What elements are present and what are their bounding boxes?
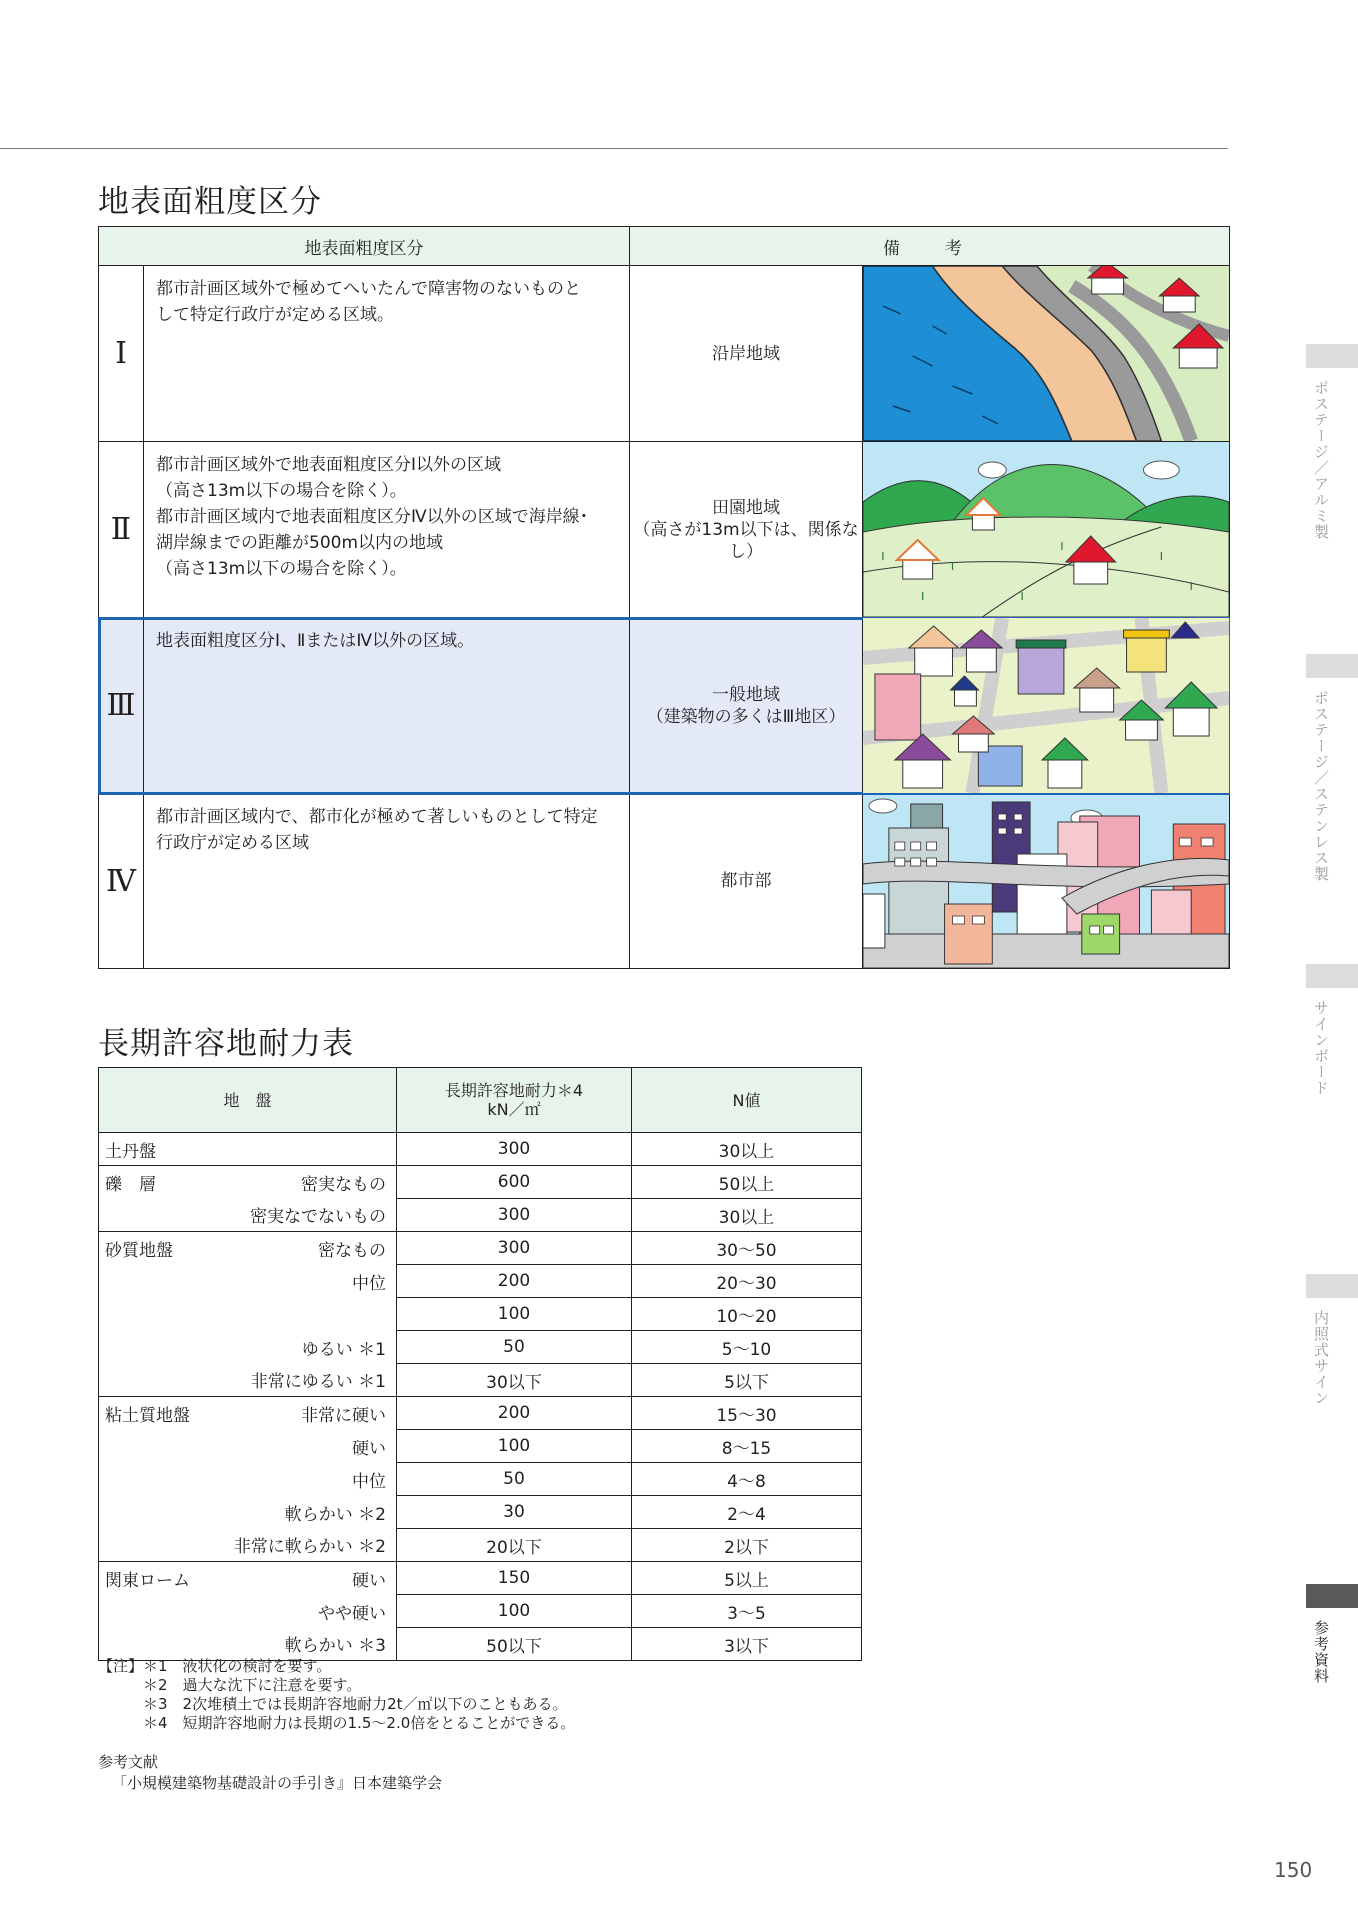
soil-condition: やや硬い xyxy=(318,1603,386,1624)
note-line: （高さが13m以下は、関係なし） xyxy=(633,519,859,562)
roughness-note xyxy=(630,618,863,793)
header-rule xyxy=(0,148,1228,149)
soil-condition: 軟らかい ＊3 xyxy=(284,1636,386,1657)
ground-cell xyxy=(99,1298,397,1331)
roman-numeral: Ⅰ xyxy=(99,266,144,441)
references xyxy=(98,1752,442,1794)
side-tab-reference[interactable] xyxy=(1306,1584,1358,1608)
ground-cell xyxy=(99,1397,397,1430)
capacity-cell: 200 xyxy=(397,1265,632,1298)
soil-condition: 中位 xyxy=(352,1471,386,1492)
bearing-row xyxy=(99,1595,861,1628)
n-value-cell: 2以下 xyxy=(632,1529,862,1562)
side-tab-signboard[interactable] xyxy=(1306,964,1358,988)
reference-item: 「小規模建築物基礎設計の手引き』日本建築学会 xyxy=(112,1774,443,1792)
side-tab-aluminum[interactable] xyxy=(1306,344,1358,368)
side-tab-signboard-label[interactable]: サインボード xyxy=(1312,1000,1330,1096)
capacity-cell: 100 xyxy=(397,1298,632,1331)
ground-cell xyxy=(99,1496,397,1529)
ground-cell xyxy=(99,1232,397,1265)
capacity-cell: 600 xyxy=(397,1166,632,1199)
capacity-cell: 100 xyxy=(397,1595,632,1628)
capacity-cell: 300 xyxy=(397,1199,632,1232)
header-n-value: N値 xyxy=(632,1068,862,1133)
soil-condition: 非常に軟らかい ＊2 xyxy=(233,1537,386,1558)
desc-line: （高さ13m以下の場合を除く）。 xyxy=(156,559,407,579)
note-item: ＊2 過大な沈下に注意を要す。 xyxy=(98,1676,362,1694)
soil-condition: 非常にゆるい ＊1 xyxy=(250,1372,386,1393)
coastal-area-illustration xyxy=(863,266,1229,441)
section2-title: 長期許容地耐力表 xyxy=(98,1026,354,1062)
desc-line: 地表面粗度区分Ⅰ、ⅡまたはⅣ以外の区域。 xyxy=(156,631,475,651)
n-value-cell: 30以上 xyxy=(632,1133,862,1166)
n-value-cell: 50以上 xyxy=(632,1166,862,1199)
capacity-cell: 200 xyxy=(397,1397,632,1430)
header-capacity-unit: kN／㎡ xyxy=(487,1100,541,1119)
desc-line: 湖岸線までの距離が500m以内の地域 xyxy=(156,533,444,553)
section1-title: 地表面粗度区分 xyxy=(98,184,322,220)
capacity-cell: 20以下 xyxy=(397,1529,632,1562)
soil-condition: 密実なもの xyxy=(301,1174,386,1195)
bearing-row xyxy=(99,1529,861,1562)
note-line: （建築物の多くはⅢ地区） xyxy=(646,706,846,727)
roughness-description xyxy=(144,618,630,793)
soil-type: 関東ローム xyxy=(105,1570,190,1591)
soil-type: 粘土質地盤 xyxy=(105,1405,190,1426)
n-value-cell: 3～5 xyxy=(632,1595,862,1628)
n-value-cell: 5～10 xyxy=(632,1331,862,1364)
urban-area-illustration xyxy=(863,794,1229,968)
soil-condition: 硬い xyxy=(352,1570,386,1591)
roman-numeral: Ⅲ xyxy=(99,618,144,793)
side-tab-stainless-label[interactable]: ポステージ／ステンレス製 xyxy=(1312,690,1330,882)
roughness-table xyxy=(98,226,1230,969)
ground-cell xyxy=(99,1628,397,1661)
bearing-row xyxy=(99,1496,861,1529)
header-ground: 地 盤 xyxy=(99,1068,397,1133)
side-tab-illuminated[interactable] xyxy=(1306,1274,1358,1298)
soil-condition: 中位 xyxy=(352,1273,386,1294)
bearing-table-header xyxy=(99,1068,861,1133)
side-tab-reference-label[interactable]: 参考資料 xyxy=(1312,1620,1330,1684)
bearing-row xyxy=(99,1166,861,1199)
roughness-description xyxy=(144,794,630,968)
capacity-cell: 300 xyxy=(397,1232,632,1265)
bearing-row xyxy=(99,1430,861,1463)
soil-type: 砂質地盤 xyxy=(105,1240,173,1261)
ground-cell xyxy=(99,1133,397,1166)
soil-condition: 密なもの xyxy=(318,1240,386,1261)
capacity-cell: 100 xyxy=(397,1430,632,1463)
ground-cell xyxy=(99,1562,397,1595)
n-value-cell: 10～20 xyxy=(632,1298,862,1331)
bearing-table-body xyxy=(99,1133,861,1661)
bearing-row xyxy=(99,1199,861,1232)
desc-line: 行政庁が定める区域 xyxy=(156,833,309,853)
bearing-row xyxy=(99,1562,861,1595)
side-tab-stainless[interactable] xyxy=(1306,654,1358,678)
ground-cell xyxy=(99,1199,397,1232)
side-tab-aluminum-label[interactable]: ポステージ／アルミ製 xyxy=(1312,380,1330,540)
roman-numeral: Ⅳ xyxy=(99,794,144,968)
desc-line: 都市計画区域内で、都市化が極めて著しいものとして特定 xyxy=(156,807,598,827)
bearing-row xyxy=(99,1364,861,1397)
bearing-row xyxy=(99,1463,861,1496)
roughness-note xyxy=(630,266,863,441)
header-remarks: 備 考 xyxy=(883,238,976,259)
n-value-cell: 4～8 xyxy=(632,1463,862,1496)
n-value-cell: 20～30 xyxy=(632,1265,862,1298)
bearing-row xyxy=(99,1265,861,1298)
notes xyxy=(98,1657,575,1733)
roughness-row-3 xyxy=(99,618,1229,794)
note-line: 一般地域 xyxy=(712,684,780,705)
roughness-row-1 xyxy=(99,266,1229,442)
n-value-cell: 30以上 xyxy=(632,1199,862,1232)
roughness-note xyxy=(630,442,863,617)
header-capacity xyxy=(397,1068,632,1133)
note-line: 沿岸地域 xyxy=(712,343,780,364)
ground-cell xyxy=(99,1331,397,1364)
n-value-cell: 2～4 xyxy=(632,1496,862,1529)
ground-cell xyxy=(99,1265,397,1298)
roughness-note xyxy=(630,794,863,968)
soil-type: 礫 層 xyxy=(105,1174,156,1195)
ground-cell xyxy=(99,1595,397,1628)
soil-condition: ゆるい ＊1 xyxy=(301,1339,386,1360)
roughness-row-2 xyxy=(99,442,1229,618)
capacity-cell: 50 xyxy=(397,1463,632,1496)
roughness-description xyxy=(144,442,630,617)
soil-type: 土丹盤 xyxy=(105,1141,156,1162)
n-value-cell: 15～30 xyxy=(632,1397,862,1430)
n-value-cell: 3以下 xyxy=(632,1628,862,1661)
ground-cell xyxy=(99,1529,397,1562)
n-value-cell: 5以下 xyxy=(632,1364,862,1397)
note-item: ＊4 短期許容地耐力は長期の1.5～2.0倍をとることができる。 xyxy=(98,1714,576,1732)
roman-numeral: Ⅱ xyxy=(99,442,144,617)
capacity-cell: 30 xyxy=(397,1496,632,1529)
soil-condition: 硬い xyxy=(352,1438,386,1459)
capacity-cell: 300 xyxy=(397,1133,632,1166)
note-line: 田園地域 xyxy=(712,497,780,518)
roughness-table-header xyxy=(99,227,1229,266)
bearing-capacity-table xyxy=(98,1067,862,1661)
bearing-row xyxy=(99,1397,861,1430)
capacity-cell: 150 xyxy=(397,1562,632,1595)
desc-line: （高さ13m以下の場合を除く）。 xyxy=(156,481,407,501)
desc-line: 都市計画区域外で極めてへいたんで障害物のないものと xyxy=(156,279,581,299)
ground-cell xyxy=(99,1364,397,1397)
note-item: ＊3 2次堆積土では長期許容地耐力2t／㎡以下のこともある。 xyxy=(98,1695,568,1713)
capacity-cell: 50以下 xyxy=(397,1628,632,1661)
n-value-cell: 8～15 xyxy=(632,1430,862,1463)
ground-cell xyxy=(99,1166,397,1199)
header-capacity-line1: 長期許容地耐力＊4 xyxy=(444,1081,584,1100)
roughness-row-4 xyxy=(99,794,1229,968)
page-number: 150 xyxy=(1274,1858,1313,1882)
n-value-cell: 30～50 xyxy=(632,1232,862,1265)
ground-cell xyxy=(99,1430,397,1463)
ground-cell xyxy=(99,1463,397,1496)
references-heading: 参考文献 xyxy=(98,1753,159,1771)
n-value-cell: 5以上 xyxy=(632,1562,862,1595)
soil-condition: 非常に硬い xyxy=(301,1405,386,1426)
bearing-row xyxy=(99,1628,861,1661)
bearing-row xyxy=(99,1232,861,1265)
bearing-row xyxy=(99,1133,861,1166)
header-roughness: 地表面粗度区分 xyxy=(99,227,630,265)
note-item: 【注】＊1 液状化の検討を要す。 xyxy=(98,1657,332,1675)
desc-line: 都市計画区域外で地表面粗度区分Ⅰ以外の区域 xyxy=(156,455,502,475)
rural-area-illustration xyxy=(863,442,1229,617)
roughness-description xyxy=(144,266,630,441)
desc-line: して特定行政庁が定める区域。 xyxy=(156,305,394,325)
bearing-row xyxy=(99,1298,861,1331)
bearing-row xyxy=(99,1331,861,1364)
soil-condition: 軟らかい ＊2 xyxy=(284,1504,386,1525)
desc-line: 都市計画区域内で地表面粗度区分Ⅳ以外の区域で海岸線･ xyxy=(156,507,589,527)
soil-condition: 密実なでないもの xyxy=(250,1207,386,1228)
capacity-cell: 50 xyxy=(397,1331,632,1364)
side-tab-illuminated-label[interactable]: 内照式サイン xyxy=(1312,1310,1330,1406)
note-line: 都市部 xyxy=(720,871,772,891)
capacity-cell: 30以下 xyxy=(397,1364,632,1397)
general-area-illustration xyxy=(863,618,1229,793)
